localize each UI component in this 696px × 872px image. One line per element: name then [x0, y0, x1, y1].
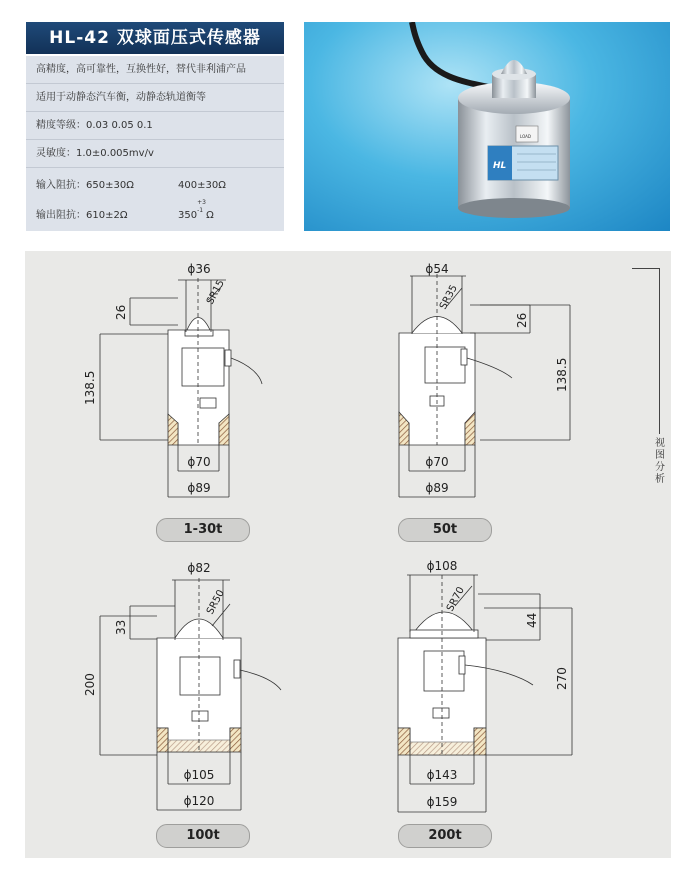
page-title: HL-42 双球面压式传感器 — [26, 22, 284, 54]
side-note-line — [659, 268, 660, 434]
d2-body-dia: ϕ89 — [425, 481, 449, 495]
spec-output-tol-plus: +3 — [197, 199, 206, 206]
side-note: 视图分析 — [655, 438, 665, 485]
label-brand: HL — [493, 161, 507, 171]
badge-50t: 50t — [398, 518, 492, 542]
spec-sensitivity: 灵敏度：1.0±0.005mv/v — [36, 148, 154, 159]
drawing-4-200t — [398, 575, 572, 812]
d3-cap-height: 33 — [114, 619, 128, 635]
d3-base-dia: ϕ105 — [183, 768, 215, 782]
spec-output-alt-unit: Ω — [206, 210, 214, 221]
d1-cap-height: 26 — [114, 304, 128, 320]
spec-feature: 高精度，高可靠性，互换性好，替代非利浦产品 — [36, 64, 246, 75]
spec-application: 适用于动静态汽车衡，动静态轨道衡等 — [36, 92, 206, 103]
d1-height: 138.5 — [83, 370, 97, 405]
spec-output-tol-minus: -1 — [197, 207, 204, 214]
d2-height: 138.5 — [555, 357, 569, 392]
d2-base-dia: ϕ70 — [425, 455, 449, 469]
spec-output: 输出阻抗：610±2Ω — [36, 210, 128, 221]
d1-base-dia: ϕ70 — [187, 455, 211, 469]
d1-top-dia: ϕ36 — [187, 262, 211, 276]
d3-sphere: SR50 — [204, 588, 227, 617]
d4-cap-height: 44 — [525, 612, 539, 628]
d2-cap-height: 26 — [515, 312, 529, 328]
d1-body-dia: ϕ89 — [187, 481, 211, 495]
d3-height: 200 — [83, 673, 97, 696]
badge-100t: 100t — [156, 824, 250, 848]
d4-top-dia: ϕ108 — [426, 559, 458, 573]
d3-top-dia: ϕ82 — [187, 561, 211, 575]
d4-base-dia: ϕ143 — [426, 768, 458, 782]
side-note-tick — [632, 268, 660, 269]
spec-input-alt: 400±30Ω — [178, 180, 226, 191]
d4-sphere: SR70 — [444, 585, 467, 614]
spec-output-alt-value: 350 — [178, 210, 198, 221]
d1-sphere: SR15 — [204, 278, 227, 307]
d4-body-dia: ϕ159 — [426, 795, 458, 809]
spec-accuracy: 精度等级：0.03 0.05 0.1 — [36, 120, 153, 131]
d3-body-dia: ϕ120 — [183, 794, 215, 808]
spec-input: 输入阻抗：650±30Ω — [36, 180, 134, 191]
load-sticker-text: LOAD — [520, 134, 531, 139]
d2-sphere: SR35 — [437, 283, 460, 312]
badge-200t: 200t — [398, 824, 492, 848]
d4-height: 270 — [555, 667, 569, 690]
badge-1-30t: 1-30t — [156, 518, 250, 542]
d2-top-dia: ϕ54 — [425, 262, 449, 276]
